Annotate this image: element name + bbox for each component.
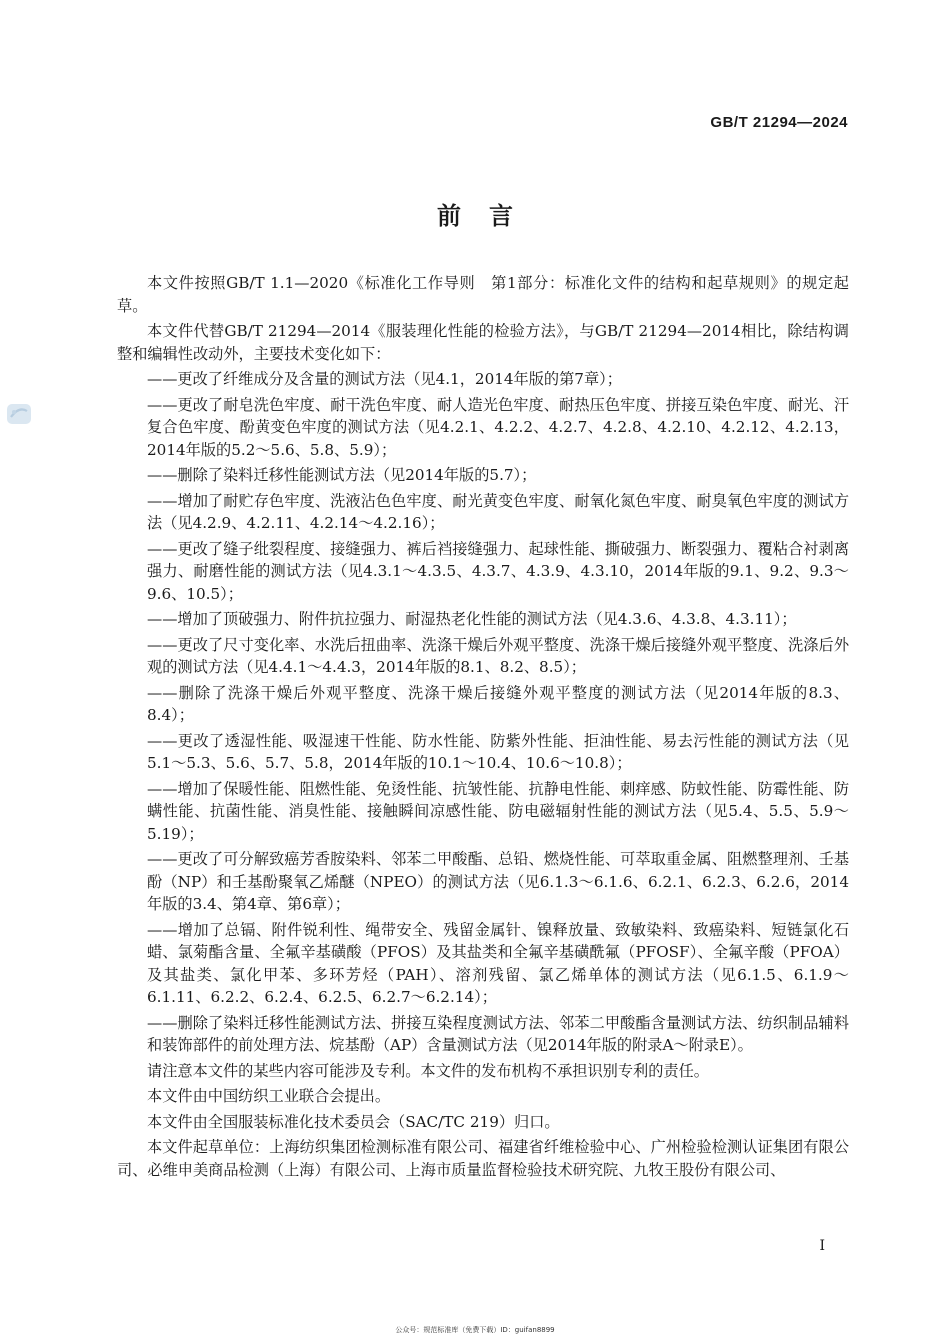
change-item: ——更改了缝子纰裂程度、接缝强力、裤后裆接缝强力、起球性能、撕破强力、断裂强力、覆粘合衬剥离强力、耐磨性能的测试方法（见4.3.1～4.3.5、4.3.7、4.3.9、4.3.10，2014年版的9.1、9.2、9.3～9.6、10.5）； <box>147 539 849 603</box>
change-item: ——更改了可分解致癌芳香胺染料、邻苯二甲酸酯、总铅、燃烧性能、可萃取重金属、阻燃整理剂、壬基酚（NP）和壬基酚聚氧乙烯醚（NPEO）的测试方法（见6.1.3～6.1.6、6.2.1、6.2.3、6.2.6，2014年版的3.4、第4章、第6章）； <box>147 850 849 913</box>
document-body <box>117 272 849 1184</box>
change-item: ——更改了透湿性能、吸湿速干性能、防水性能、防紫外性能、拒油性能、易去污性能的测试方法（见5.1～5.3、5.6、5.7、5.8，2014年版的10.1～10.4、10.6～10.8）； <box>147 731 849 772</box>
paragraph: 本文件按照GB/T 1.1—2020《标准化工作导则 第1部分：标准化文件的结构和起草规则》的规定起草。 <box>117 274 849 315</box>
page-number: I <box>819 1238 825 1254</box>
footer-note: 公众号：规范标准库（免费下载）ID：guifan8899 <box>395 1326 555 1334</box>
standard-number: GB/T 21294—2024 <box>710 114 848 131</box>
change-item: ——增加了顶破强力、附件抗拉强力、耐湿热老化性能的测试方法（见4.3.6、4.3.8、4.3.11）； <box>147 610 797 628</box>
change-item: ——删除了染料迁移性能测试方法、拼接互染程度测试方法、邻苯二甲酸酯含量测试方法、纺织制品辅料和装饰部件的前处理方法、烷基酚（AP）含量测试方法（见2014年版的附录A～附录E）。 <box>147 1013 849 1054</box>
sac-watermark <box>6 402 32 426</box>
paragraph: 本文件由中国纺织工业联合会提出。 <box>147 1087 390 1105</box>
change-item: ——增加了总镉、附件锐利性、绳带安全、残留金属针、镍释放量、致敏染料、致癌染料、短链氯化石蜡、氯菊酯含量、全氟辛基磺酸（PFOS）及其盐类和全氟辛基磺酰氟（PFOSF）、全氟辛酸（PFOA）及其盐类、氯化甲苯、多环芳烃（PAH）、溶剂残留、氯乙烯单体的测试方法（见6.1.5、6.1.9～6.1.11、6.2.2、6.2.4、6.2.5、6.2.7～6.2.14）； <box>147 920 849 1006</box>
change-item: ——增加了耐贮存色牢度、洗液沾色色牢度、耐光黄变色牢度、耐氧化氮色牢度、耐臭氧色牢度的测试方法（见4.2.9、4.2.11、4.2.14～4.2.16）； <box>147 491 849 532</box>
change-item: ——更改了尺寸变化率、水洗后扭曲率、洗涤干燥后外观平整度、洗涤干燥后接缝外观平整度、洗涤后外观的测试方法（见4.4.1～4.4.3，2014年版的8.1、8.2、8.5）； <box>147 635 849 676</box>
change-item: ——更改了耐皂洗色牢度、耐干洗色牢度、耐人造光色牢度、耐热压色牢度、拼接互染色牢度、耐光、汗复合色牢度、酚黄变色牢度的测试方法（见4.2.1、4.2.2、4.2.7、4.2.8、4.2.10、4.2.12、4.2.13，2014年版的5.2～5.6、5.8、5.9）； <box>147 395 849 459</box>
change-item: ——删除了洗涤干燥后外观平整度、洗涤干燥后接缝外观平整度的测试方法（见2014年版的8.3、8.4）； <box>147 683 849 724</box>
paragraph: 本文件由全国服装标准化技术委员会（SAC/TC 219）归口。 <box>147 1112 560 1131</box>
sac-logo-icon <box>6 402 32 426</box>
change-item: ——更改了纤维成分及含量的测试方法（见4.1，2014年版的第7章）； <box>147 370 622 388</box>
paragraph: 本文件代替GB/T 21294—2014《服装理化性能的检验方法》，与GB/T 21294—2014相比，除结构调整和编辑性改动外，主要技术变化如下： <box>117 322 849 363</box>
page-title: 前言 <box>437 201 541 230</box>
paragraph: 请注意本文件的某些内容可能涉及专利。本文件的发布机构不承担识别专利的责任。 <box>147 1061 709 1080</box>
paragraph: 本文件起草单位：上海纺织集团检测标准有限公司、福建省纤维检验中心、广州检验检测认证集团有限公司、必维申美商品检测（上海）有限公司、上海市质量监督检验技术研究院、九牧王股份有限公司、 <box>117 1138 849 1179</box>
change-item: ——增加了保暖性能、阻燃性能、免烫性能、抗皱性能、抗静电性能、刺痒感、防蚊性能、防霉性能、防螨性能、抗菌性能、消臭性能、接触瞬间凉感性能、防电磁辐射性能的测试方法（见5.4、5.5、5.9～5.19）； <box>147 779 849 843</box>
change-item: ——删除了染料迁移性能测试方法（见2014年版的5.7）； <box>147 466 537 484</box>
